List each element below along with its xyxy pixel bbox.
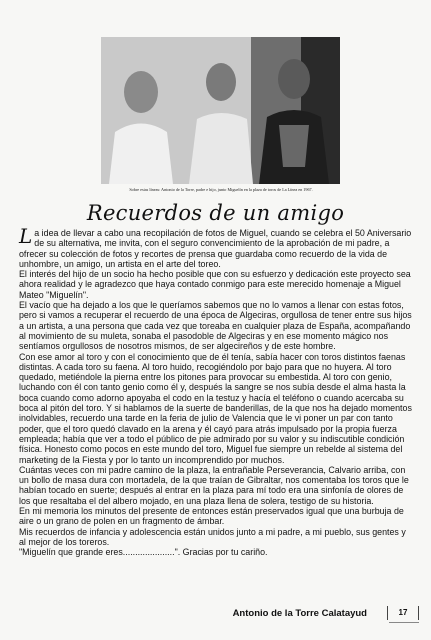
page-number: 17 [387, 606, 419, 620]
paragraph-7: Mis recuerdos de infancia y adolescencia están unidos junto a mi padre, a mi pueblo, sus gentes y al mejor de los toreros. [19, 526, 406, 547]
paragraph-5: Cuántas veces con mi padre camino de la plaza, la entrañable Perseverancia, Calvario arriba, con un bollo de masa dura con mortadela, de la que traían de Gibraltar, nos comentaba los toros que le habían tocado en suerte; después al entrar en la plaza para mí todo era una sinfonía de olores de los que resaltaba el del albero mojado, en una plaza llena de solera, testigo de su historia. [19, 464, 409, 506]
article-title: Recuerdos de un amigo [86, 201, 345, 225]
paragraph-3: El vacío que ha dejado a los que le queríamos sabemos que no lo vamos a llenar con estas fotos, pero si vamos a recuperar el recuerdo de una época de Algeciras, orgullosa de tener entre sus hijos a un artista, a una persona que cada vez que toreaba en cualquier plaza de España, acompañando al movimiento de su muleta, sonaba el pasodoble de Algeciras y en ese momento mágico nos sentíamos orgullosos de nosotros mismos, de ser algecireños y de este hombre. [19, 300, 412, 352]
paragraph-8: "Miguelín que grande eres.....................". Gracias por tu cariño. [19, 547, 268, 558]
paragraph-6: En mi memoria los minutos del presente de entonces están preservados igual que una burbuja de aire o un grano de polen en un fragmento de ámbar. [19, 506, 404, 527]
three-men-photo [101, 37, 340, 184]
article-body [19, 224, 414, 558]
photo-caption: Sobre estas líneas: Antonio de la Torre, padre e hijo, junto Miguelín en la plaza de toros de La Línea en 1967. [129, 187, 313, 192]
paragraph-4: Con ese amor al toro y con el conocimiento que de él tenía, sabía hacer con toros distintos faenas distintas. A cada toro su faena. Al toro huido, recogiéndolo por bajo para que no huyera. Al toro quedado, metiéndole la pierna entre los pitones para provocar su embestida. Al toro con genio, luchando con él con tanto genio como él y, después la sangre se nos subía desde el alma hasta la boca cuando como adorno apoyaba el codo en la testuz y hacía el teléfono o cuando acercaba su boca al pitón del toro. Y si hablamos de la suerte de banderillas, de la que nos ha dejado momentos inolvidables, recuerdo una tarde en la feria de julio de Valencia que le vi poner un par con tanto poder, que el toro quedó clavado en la arena y él cayó para atrás impulsado por la propia fuerza empleada; había que ver a todo el público de pie admirado por su valor y su indiscutible condición física. Honesto como pocos en este mundo del toro, Miguel fue siempre un rebelde al sistema del marketing de la Fiesta y por lo tanto un incomprendido por muchos. [19, 351, 412, 465]
paragraph-2: El interés del hijo de un socio ha hecho posible que con su esfuerzo y dedicación este proyecto sea ahora realidad y le agradezco que haya contado conmigo para este merecido homenaje a Miguel Mateo "Miguelín". [19, 269, 411, 300]
drop-cap: L [19, 224, 33, 248]
page-number-rule [389, 622, 419, 623]
paragraph-1: La idea de llevar a cabo una recopilación de fotos de Miguel, cuando se celebra el 50 Aniversario de su alternativa, me invita, con el seguro convencimiento de la aprobación de mi padre, a ofrecer su colección de fotos y recortes de prensa que guardaba como recuerdo de la vida de unhombre, un amigo, un artista en el arte del toreo. [19, 224, 412, 269]
photo-illustration [101, 37, 340, 184]
author-signature: Antonio de la Torre Calatayud [232, 608, 367, 619]
